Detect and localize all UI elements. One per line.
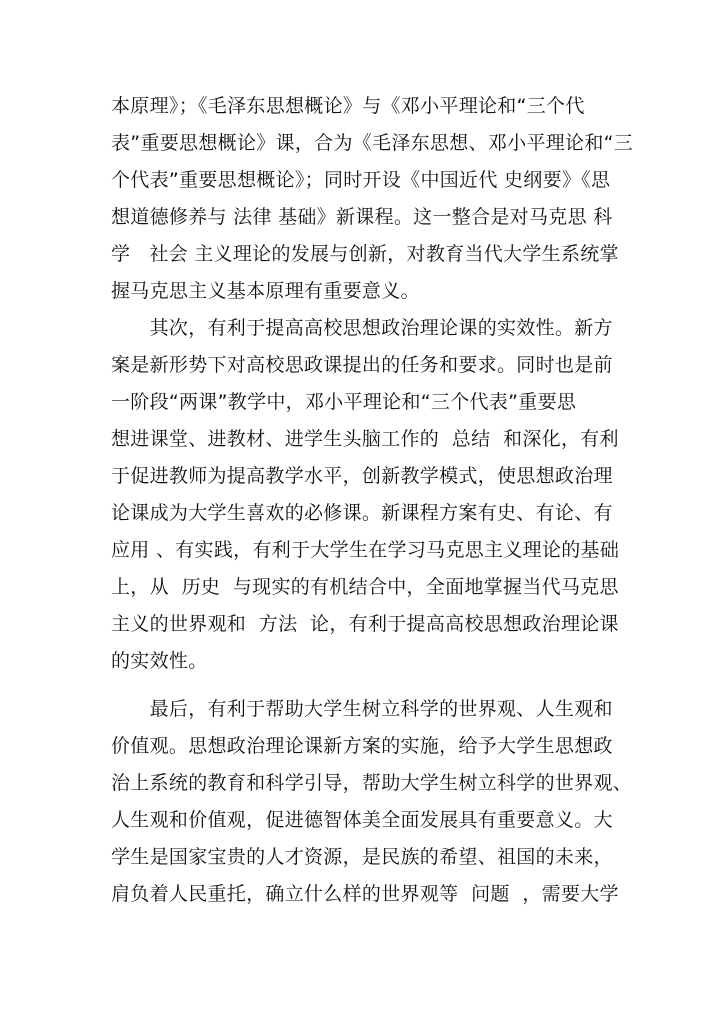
text-line: 表”重要思想概论》课，合为《毛泽东思想、邓小平理论和“三 bbox=[111, 132, 634, 154]
text-line: 个代表”重要思想概论》；同时开设《中国近代 史纲要》《思 bbox=[111, 169, 611, 191]
text-line: 其次，有利于提高高校思想政治理论课的实效性。新方 bbox=[111, 317, 613, 339]
text-line: 案是新形势下对高校思政课提出的任务和要求。同时也是前 bbox=[111, 354, 613, 376]
text-line: 想道德修养与 法律 基础》新课程。这一整合是对马克思 科 bbox=[111, 206, 613, 228]
text-line: 人生观和价值观，促进德智体美全面发展具有重要意义。大 bbox=[111, 809, 613, 831]
text-line: 学生是国家宝贵的人才资源，是民族的希望、祖国的未来， bbox=[111, 846, 613, 868]
text-line: 于促进教师为提高教学水平，创新教学模式，使思想政治理 bbox=[111, 465, 613, 487]
text-line: 上，从 历史 与现实的有机结合中，全面地掌握当代马克思 bbox=[111, 576, 619, 598]
text-line: 治上系统的教育和科学引导，帮助大学生树立科学的世界观、 bbox=[111, 772, 633, 794]
text-line: 本原理》；《毛泽东思想概论》与《邓小平理论和“三个代 bbox=[111, 95, 585, 117]
text-line: 最后，有利于帮助大学生树立科学的世界观、人生观和 bbox=[111, 698, 613, 720]
text-line: 肩负着人民重托，确立什么样的世界观等 问题 ，需要大学 bbox=[111, 883, 619, 905]
text-line: 想进课堂、进教材、进学生头脑工作的 总结 和深化，有利 bbox=[111, 428, 619, 450]
text-line: 主义的世界观和 方法 论，有利于提高高校思想政治理论课 bbox=[111, 613, 619, 635]
text-line: 的实效性。 bbox=[111, 650, 208, 672]
text-line: 一阶段“两课”教学中，邓小平理论和“三个代表”重要思 bbox=[111, 391, 577, 413]
text-line: 应用 、有实践，有利于大学生在学习马克思主义理论的基础 bbox=[111, 539, 620, 561]
text-line: 论课成为大学生喜欢的必修课。新课程方案有史、有论、有 bbox=[111, 502, 613, 524]
text-line: 学 社会 主义理论的发展与创新，对教育当代大学生系统掌 bbox=[111, 243, 619, 265]
text-line: 握马克思主义基本原理有重要意义。 bbox=[111, 280, 420, 302]
text-line: 价值观。思想政治理论课新方案的实施，给予大学生思想政 bbox=[111, 735, 613, 757]
